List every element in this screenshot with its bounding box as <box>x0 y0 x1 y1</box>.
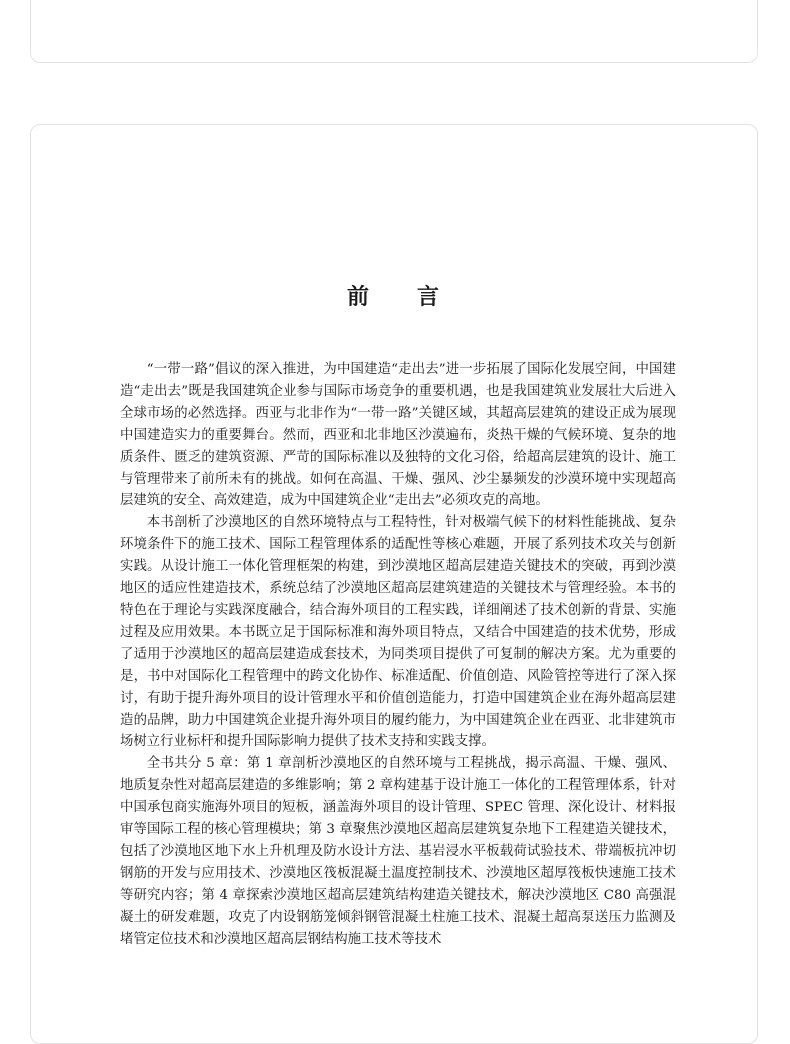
preface-body <box>120 359 676 950</box>
paragraph: 全书共分 5 章：第 1 章剖析沙漠地区的自然环境与工程挑战，揭示高温、干燥、强风、地质复杂性对超高层建造的多维影响；第 2 章构建基于设计施工一体化的工程管理体系，针对中国承包商实施海外项目的短板，涵盖海外项目的设计管理、SPEC 管理、深化设计、材料报审等国际工程的核心管理模块；第 3 章聚焦沙漠地区超高层建筑复杂地下工程建造关键技术，包括了沙漠地区地下水上升机理及防水设计方法、基岩浸水平板载荷试验技术、带端板抗冲切钢筋的开发与应用技术、沙漠地区筏板混凝土温度控制技术、沙漠地区超厚筏板快速施工技术等研究内容；第 4 章探索沙漠地区超高层建筑结构建造关键技术，解决沙漠地区 C80 高强混凝土的研发难题，攻克了内设钢筋笼倾斜钢管混凝土柱施工技术、混凝土超高泵送压力监测及堵管定位技术和沙漠地区超高层钢结构施工技术等技术 <box>120 756 676 947</box>
page-title <box>31 280 757 311</box>
paragraph: 本书剖析了沙漠地区的自然环境特点与工程特性，针对极端气候下的材料性能挑战、复杂环境条件下的施工技术、国际工程管理体系的适配性等核心难题，开展了系列技术攻关与创新实践。从设计施工一体化管理框架的构建，到沙漠地区超高层建造关键技术的突破，再到沙漠地区的适应性建造技术，系统总结了沙漠地区超高层建筑建造的关键技术与管理经验。本书的特色在于理论与实践深度融合，结合海外项目的工程实践，详细阐述了技术创新的背景、实施过程及应用效果。本书既立足于国际标准和海外项目特点，又结合中国建造的技术优势，形成了适用于沙漠地区的超高层建造成套技术，为同类项目提供了可复制的解决方案。尤为重要的是，书中对国际化工程管理中的跨文化协作、标准适配、价值创造、风险管控等进行了深入探讨，有助于提升海外项目的设计管理水平和价值创造能力，打造中国建筑企业在海外超高层建造的品牌，助力中国建筑企业提升海外项目的履约能力，为中国建筑企业在西亚、北非建筑市场树立行业标杆和提升国际影响力提供了技术支持和实践支撑。 <box>120 515 676 750</box>
preface-page <box>30 124 758 1044</box>
title-char-right: 言 <box>417 284 442 310</box>
paragraph: “一带一路”倡议的深入推进，为中国建造“走出去”进一步拓展了国际化发展空间，中国建造“走出去”既是我国建筑企业参与国际市场竞争的重要机遇，也是我国建筑业发展壮大后进入全球市场的必然选择。西亚与北非作为“一带一路”关键区域，其超高层建筑的建设正成为展现中国建造实力的重要舞台。然而，西亚和北非地区沙漠遍布，炎热干燥的气候环境、复杂的地质条件、匮乏的建筑资源、严苛的国际标准以及独特的文化习俗，给超高层建筑的设计、施工与管理带来了前所未有的挑战。如何在高温、干燥、强风、沙尘暴频发的沙漠环境中实现超高层建筑的安全、高效建造，成为中国建筑企业“走出去”必须攻克的高地。 <box>120 362 676 509</box>
previous-page <box>30 0 758 63</box>
title-char-left: 前 <box>346 284 371 310</box>
